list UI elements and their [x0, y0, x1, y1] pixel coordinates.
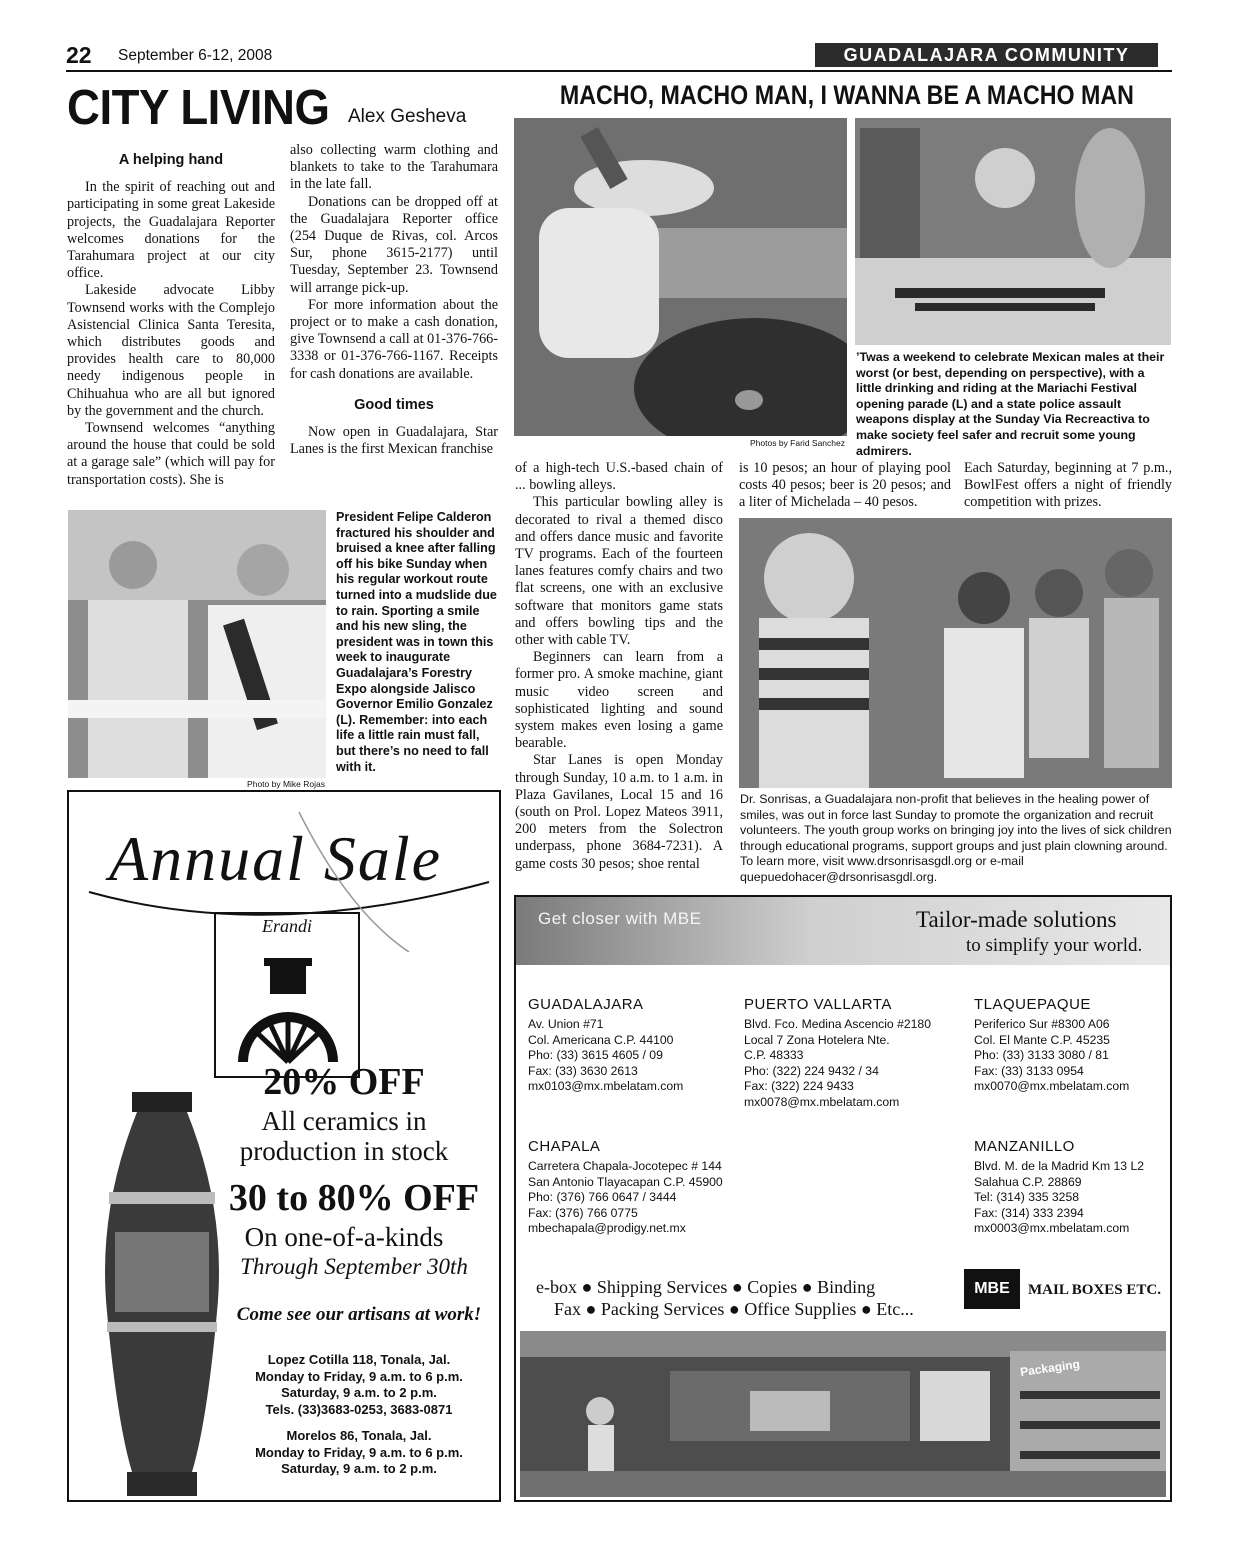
- column-4: [739, 460, 951, 512]
- mbe-office-line: San Antonio Tlayacapan C.P. 45900: [528, 1174, 723, 1189]
- article-paragraph: Townsend welcomes “anything around the house that could be sold at a garage sale” (which will pay for transportation costs). She is: [67, 420, 275, 488]
- macho-caption: ’Twas a weekend to celebrate Mexican males at their worst (or best, depending on perspective), with a little drinking and riding at the Mariachi Festival opening parade (L) and a state police assault weapons display at the Sunday Via Recreactiva to make society feel safer and recruit some young admirers.: [856, 350, 1165, 458]
- erandi-address: Lopez Cotilla 118, Tonala, Jal.: [267, 1352, 451, 1367]
- mbe-ad: [514, 895, 1172, 1502]
- section-banner: GUADALAJARA COMMUNITY: [815, 43, 1158, 67]
- article-paragraph: In the spirit of reaching out and participating in some great Lakeside projects, the Guadalajara Reporter welcomes donations for the Tarahumara project at our city office.: [67, 179, 275, 282]
- mbe-tailor-line2: to simplify your world.: [966, 935, 1143, 956]
- mbe-office-line: Periferico Sur #8300 A06: [974, 1017, 1110, 1031]
- mbe-logo: [964, 1269, 1020, 1309]
- mbe-office-line: Salahua C.P. 28869: [974, 1174, 1082, 1189]
- mbe-office-line: mx0078@mx.mbelatam.com: [744, 1094, 900, 1109]
- article-paragraph: Beginners can learn from a former pro. A smoke machine, giant music video screen and sophisticated lighting and sound system makes even losing a game bearable.: [515, 649, 723, 752]
- mbe-office-line: Fax: (322) 224 9433: [744, 1079, 854, 1094]
- erandi-hours: Monday to Friday, 9 a.m. to 6 p.m.: [255, 1368, 463, 1384]
- erandi-ad: [67, 790, 501, 1502]
- mbe-office-city: CHAPALA: [528, 1138, 601, 1155]
- offer-20-line1: All ceramics in: [261, 1106, 427, 1136]
- mbe-office-line: Blvd. M. de la Madrid Km 13 L2: [974, 1159, 1145, 1173]
- mbe-services-line1: e-box ● Shipping Services ● Copies ● Binding: [536, 1277, 876, 1297]
- article-paragraph: Lakeside advocate Libby Townsend works with the Complejo Asistencial Clinica Santa Teresita, which distributes goods and provides health care to 80,000 needy indigenous people in Chihuahua who are all but ignored by the government and the church.: [67, 282, 275, 419]
- column-2: [290, 142, 498, 458]
- mbe-office-line: mx0003@mx.mbelatam.com: [974, 1221, 1130, 1236]
- mbe-banner: [516, 897, 1170, 965]
- article-paragraph: also collecting warm clothing and blankets to take to the Tarahumara in the late fall.: [290, 142, 498, 193]
- mbe-office-line: Local 7 Zona Hotelera Nte.: [744, 1032, 890, 1047]
- column-1: [67, 148, 275, 489]
- page-number: 22: [66, 42, 92, 68]
- macho-photo-credit: Photos by Farid Sanchez: [750, 438, 845, 448]
- mbe-office: [974, 1137, 1164, 1237]
- mbe-office-city: MANZANILLO: [974, 1138, 1075, 1155]
- helping-hand-heading: A helping hand: [118, 152, 224, 168]
- offer-30-80-line: On one-of-a-kinds: [244, 1222, 444, 1252]
- article-paragraph: For more information about the project or to make a cash donation, give Townsend a call at 01-376-766-3338 or 01-376-766-1167. Receipts for cash donations are available.: [290, 296, 498, 382]
- mbe-office: [744, 995, 969, 1111]
- article-paragraph: Each Saturday, beginning at 7 p.m., BowlFest offers a night of friendly competition with prizes.: [964, 460, 1172, 511]
- calderon-photo: [68, 510, 326, 778]
- erandi-address: Morelos 86, Tonala, Jal.: [286, 1428, 432, 1443]
- mbe-office: [974, 995, 1164, 1095]
- mbe-office-city: PUERTO VALLARTA: [744, 996, 892, 1013]
- mbe-office-line: Col. Americana C.P. 44100: [528, 1032, 674, 1047]
- mail-boxes-etc-logo: MAIL BOXES ETC.: [1028, 1282, 1161, 1298]
- erandi-hours: Saturday, 9 a.m. to 2 p.m.: [281, 1461, 437, 1476]
- erandi-location-1: [229, 1352, 489, 1418]
- mbe-office-line: Pho: (376) 766 0647 / 3444: [528, 1190, 677, 1205]
- mbe-office-line: Pho: (322) 224 9432 / 34: [744, 1063, 879, 1078]
- weapons-display-photo: [855, 118, 1171, 345]
- article-paragraph: This particular bowling alley is decorated to rival a themed disco and offers dance music and favorite TV programs. Each of the fourteen lanes features comfy chairs and two flat screens, one with an exclusive software that monitors game stats and offers bowling tips and the other with cable TV.: [515, 494, 723, 649]
- mbe-office-line: Fax: (33) 3133 0954: [974, 1063, 1084, 1078]
- byline: Alex Gesheva: [348, 106, 467, 127]
- mbe-services-line2: Fax ● Packing Services ● Office Supplies ● Etc...: [554, 1299, 914, 1319]
- mbe-banner-left: Get closer with MBE: [538, 909, 702, 928]
- calderon-photo-credit: Photo by Mike Rojas: [247, 779, 325, 789]
- mbe-store-photo: [520, 1331, 1166, 1497]
- offer-30-80-off: 30 to 80% OFF: [228, 1177, 480, 1219]
- erandi-location-2: [229, 1428, 489, 1478]
- mbe-office-line: mbechapala@prodigy.net.mx: [528, 1221, 686, 1236]
- pot-logo-icon: [228, 944, 348, 1069]
- offer-20-off: 20% OFF: [263, 1061, 425, 1103]
- article-paragraph: Star Lanes is open Monday through Sunday, 10 a.m. to 1 a.m. in Plaza Gavilanes, Local 15 and 16 (south on Prol. Lopez Mateos 3911, 200 meters from the Solectron underpass, phone 3684-7231). A game costs 30 pesos; shoe rental: [515, 752, 723, 872]
- erandi-phone: Tels. (33)3683-0253, 3683-0871: [265, 1401, 453, 1417]
- mariachi-parade-photo: [514, 118, 847, 436]
- issue-date: September 6-12, 2008: [118, 47, 273, 64]
- packaging-sign: Packaging: [1019, 1356, 1081, 1380]
- mbe-office-line: Fax: (33) 3630 2613: [528, 1063, 638, 1078]
- mbe-office-line: C.P. 48333: [744, 1048, 804, 1063]
- column-3: [515, 460, 723, 873]
- mbe-office-line: Av. Union #71: [528, 1017, 604, 1031]
- dr-sonrisas-photo: [739, 518, 1172, 788]
- erandi-logo-box: [214, 912, 360, 1078]
- mbe-office-line: Carretera Chapala-Jocotepec # 144: [528, 1159, 722, 1173]
- calderon-caption: President Felipe Calderon fractured his shoulder and bruised a knee after falling off his bike Sunday when his regular workout route turned into a mudslide due to rain. Sporting a smile and his new sling, the president was in town this week to inaugurate Guadalajara’s Forestry Expo alongside Jalisco Governor Emilio Gonzalez (L). Remember: into each life a little rain must fall, but there’s no need to fall with it.: [336, 510, 497, 774]
- mbe-office-city: GUADALAJARA: [528, 996, 644, 1013]
- article-paragraph: Donations can be dropped off at the Guadalajara Reporter office (254 Duque de Rivas, col. Arcos Sur, phone 3615-2177) until Tuesday, September 23. Townsend will arrange pick-up.: [290, 193, 498, 296]
- mbe-logo-text: MBE: [974, 1280, 1010, 1297]
- article-paragraph: of a high-tech U.S.-based chain of ... bowling alleys.: [515, 460, 723, 494]
- macho-headline: MACHO, MACHO MAN, I WANNA BE A MACHO MAN: [559, 80, 1134, 110]
- mbe-office-line: Pho: (33) 3133 3080 / 81: [974, 1048, 1109, 1063]
- annual-sale-title: Annual Sale: [109, 823, 443, 894]
- mbe-tailor-line1: Tailor-made solutions: [916, 907, 1117, 932]
- good-times-heading: Good times: [354, 396, 434, 413]
- article-paragraph: is 10 pesos; an hour of playing pool costs 40 pesos; beer is 20 pesos; and a liter of Michelada – 40 pesos.: [739, 460, 951, 511]
- offer-20-line2: production in stock: [239, 1136, 449, 1166]
- header-rule: [66, 70, 1172, 72]
- mbe-office-line: mx0103@mx.mbelatam.com: [528, 1079, 684, 1094]
- mbe-office-line: Pho: (33) 3615 4605 / 09: [528, 1048, 663, 1063]
- section-title: CITY LIVING: [67, 81, 330, 135]
- mbe-office: [528, 1137, 768, 1237]
- article-paragraph: Now open in Guadalajara, Star Lanes is the first Mexican franchise: [290, 424, 498, 458]
- column-5: [964, 460, 1172, 512]
- mbe-office: [528, 995, 718, 1095]
- offer-through-date: Through September 30th: [240, 1254, 468, 1279]
- mbe-office-line: Tel: (314) 335 3258: [974, 1190, 1080, 1205]
- mbe-office-city: TLAQUEPAQUE: [974, 996, 1091, 1013]
- mbe-office-line: Blvd. Fco. Medina Ascencio #2180: [744, 1017, 931, 1031]
- erandi-hours: Saturday, 9 a.m. to 2 p.m.: [281, 1385, 437, 1400]
- mbe-office-line: Fax: (376) 766 0775: [528, 1205, 638, 1220]
- erandi-hours: Monday to Friday, 9 a.m. to 6 p.m.: [255, 1444, 463, 1460]
- come-see-artisans: Come see our artisans at work!: [236, 1304, 482, 1325]
- mbe-office-line: Col. El Mante C.P. 45235: [974, 1032, 1110, 1047]
- mbe-office-line: mx0070@mx.mbelatam.com: [974, 1079, 1130, 1094]
- mbe-office-line: Fax: (314) 333 2394: [974, 1205, 1084, 1220]
- erandi-logo-text: Erandi: [261, 916, 312, 936]
- dr-sonrisas-caption: Dr. Sonrisas, a Guadalajara non-profit that believes in the healing power of smiles, was out in force last Sunday to promote the organization and recruit volunteers. The youth group works on bringing joy into the lives of sick children through educational programs, support groups and just plain clowning around. To learn more, visit www.drsonrisasgdl.org or e-mail quepuedohacer@drsonrisasgdl.org.: [740, 792, 1172, 884]
